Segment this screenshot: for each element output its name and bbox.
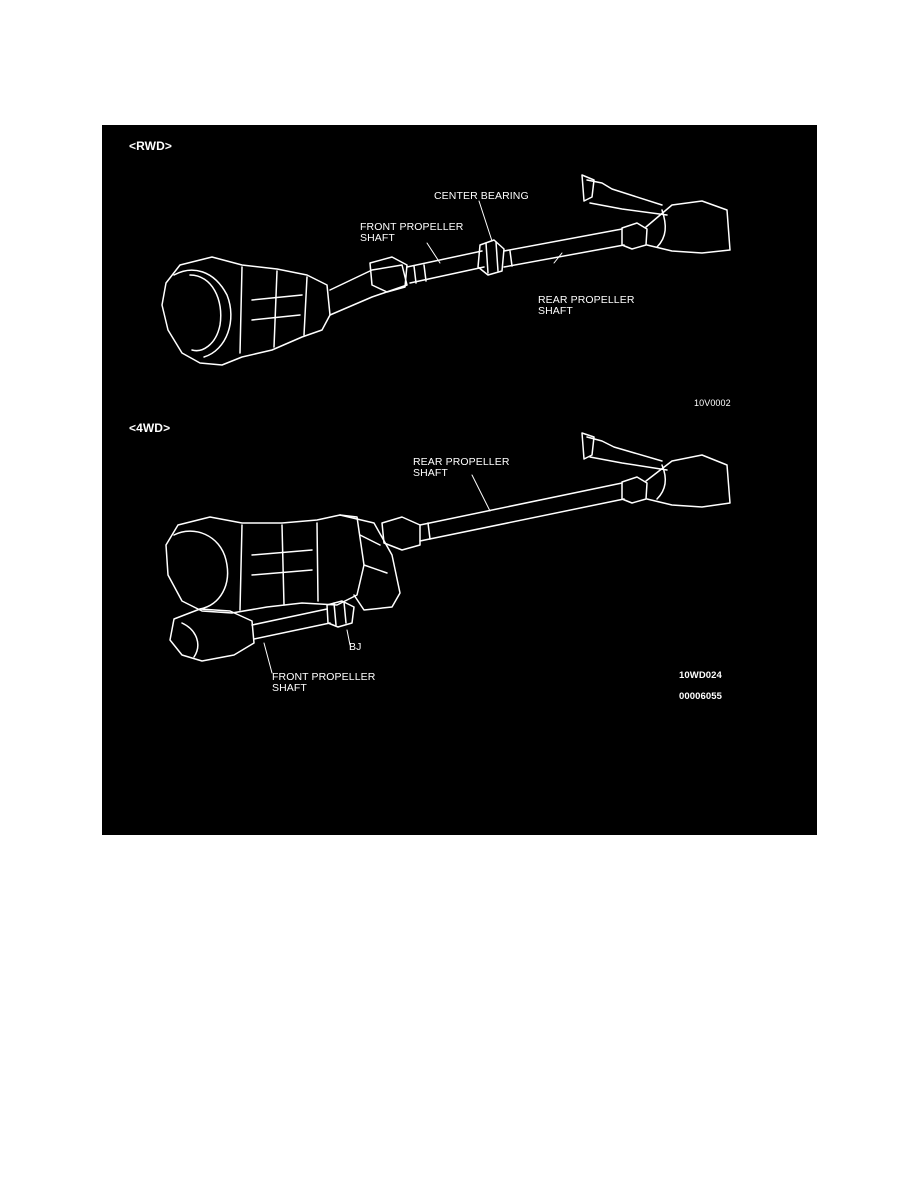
4wd-front-differential [170, 609, 254, 661]
bj-label: BJ [349, 641, 362, 653]
4wd-front-shaft [252, 609, 330, 639]
rwd-heading: <RWD> [129, 139, 172, 153]
4wd-heading: <4WD> [129, 421, 171, 435]
rwd-drivetrain [162, 175, 730, 365]
4wd-figure-code: 10WD024 [679, 670, 722, 681]
rwd-figure-code: 10V0002 [694, 398, 731, 408]
rwd-center-bearing [478, 240, 504, 275]
rwd-rear-shaft-label-line1: REAR PROPELLER [538, 294, 635, 306]
rwd-front-shaft-label-line2: SHAFT [360, 232, 395, 244]
figure-number: 00006055 [679, 691, 723, 702]
4wd-rear-ujoint [622, 477, 647, 503]
rwd-rear-ujoint [622, 223, 647, 249]
4wd-differential [646, 455, 730, 507]
4wd-transmission [166, 515, 364, 613]
rwd-front-shaft-label-line1: FRONT PROPELLER [360, 221, 464, 233]
4wd-rear-shaft [420, 483, 624, 541]
rwd-front-shaft [407, 251, 484, 283]
propeller-shaft-figure [102, 125, 817, 835]
4wd-leaders [264, 475, 490, 673]
rwd-rear-shaft-label-line2: SHAFT [538, 305, 573, 317]
4wd-rear-shaft-label-line1: REAR PROPELLER [413, 456, 510, 468]
4wd-rear-shaft-label-line2: SHAFT [413, 467, 448, 479]
4wd-front-shaft-label-line1: FRONT PROPELLER [272, 671, 376, 683]
4wd-transfer-case [340, 515, 400, 610]
rwd-rear-shaft [504, 229, 624, 267]
center-bearing-label: CENTER BEARING [434, 190, 529, 202]
4wd-front-shaft-label-line2: SHAFT [272, 682, 307, 694]
